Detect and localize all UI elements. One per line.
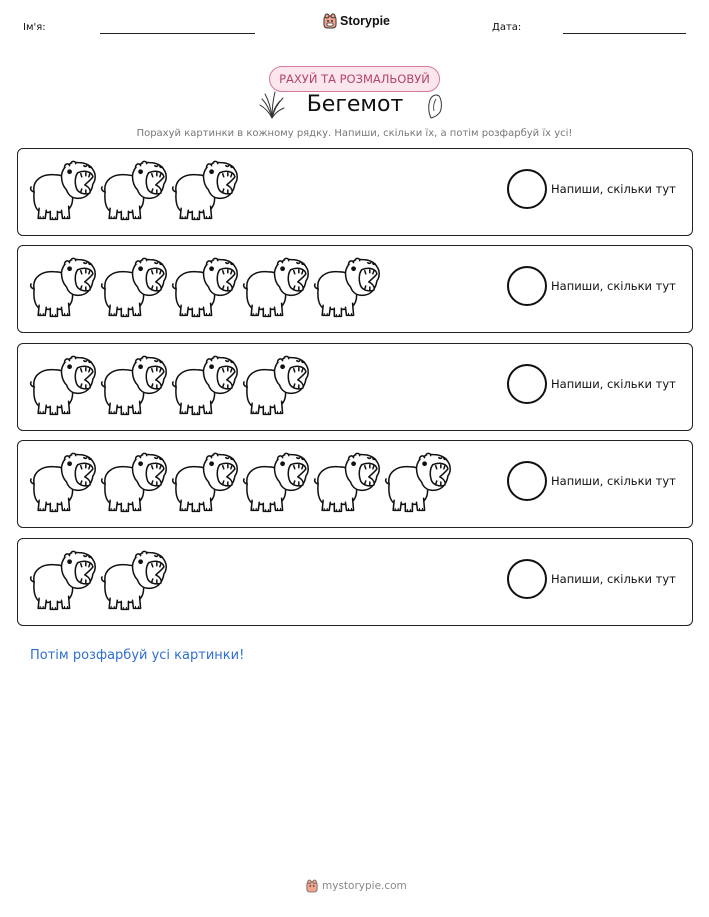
counting-row-5	[17, 538, 693, 626]
counting-row-4	[17, 440, 693, 528]
date-field[interactable]	[563, 33, 686, 34]
name-label: Ім'я:	[23, 22, 46, 33]
hippo-icon[interactable]	[241, 447, 312, 517]
answer-prompt: Напиши, скільки тут	[551, 474, 676, 488]
counting-row-3	[17, 343, 693, 431]
hippo-group	[28, 350, 312, 420]
hippo-icon[interactable]	[312, 252, 383, 322]
answer-prompt: Напиши, скільки тут	[551, 279, 676, 293]
hippo-icon[interactable]	[170, 350, 241, 420]
answer-circle[interactable]	[507, 461, 547, 501]
hippo-group	[28, 545, 170, 615]
hippo-group	[28, 155, 241, 225]
hippo-icon[interactable]	[99, 350, 170, 420]
hippo-icon[interactable]	[383, 447, 454, 517]
brand-name: Storypie	[340, 14, 391, 28]
answer-prompt: Напиши, скільки тут	[551, 572, 676, 586]
answer-circle[interactable]	[507, 559, 547, 599]
grass-icon	[259, 91, 285, 119]
hippo-icon[interactable]	[99, 447, 170, 517]
answer-circle[interactable]	[507, 266, 547, 306]
hippo-icon[interactable]	[312, 447, 383, 517]
hippo-icon[interactable]	[28, 252, 99, 322]
name-field[interactable]	[100, 33, 255, 34]
hippo-icon[interactable]	[241, 252, 312, 322]
hippo-icon[interactable]	[28, 447, 99, 517]
answer-circle[interactable]	[507, 364, 547, 404]
activity-pill: РАХУЙ ТА РОЗМАЛЬОВУЙ	[269, 66, 440, 92]
counting-row-2	[17, 245, 693, 333]
hippo-group	[28, 252, 383, 322]
instructions-text: Порахуй картинки в кожному рядку. Напиши, скільки їх, а потім розфарбуй їх усі!	[136, 128, 573, 139]
footer-brand	[306, 879, 407, 893]
hippo-icon[interactable]	[170, 252, 241, 322]
hippo-icon[interactable]	[99, 155, 170, 225]
answer-prompt: Напиши, скільки тут	[551, 182, 676, 196]
answer-circle[interactable]	[507, 169, 547, 209]
date-label: Дата:	[492, 22, 522, 33]
hippo-icon[interactable]	[170, 447, 241, 517]
footer-url: mystorypie.com	[322, 880, 407, 892]
storypie-logo-icon	[306, 879, 318, 893]
hippo-icon[interactable]	[99, 252, 170, 322]
storypie-logo-icon	[323, 13, 337, 29]
hippo-group	[28, 447, 454, 517]
page-title: Бегемот	[306, 92, 404, 117]
hippo-icon[interactable]	[241, 350, 312, 420]
hippo-icon[interactable]	[28, 545, 99, 615]
hippo-icon[interactable]	[28, 350, 99, 420]
answer-prompt: Напиши, скільки тут	[551, 377, 676, 391]
tooth-icon	[426, 93, 444, 119]
counting-row-1	[17, 148, 693, 236]
brand-logo	[323, 13, 390, 29]
hippo-icon[interactable]	[28, 155, 99, 225]
coloring-note: Потім розфарбуй усі картинки!	[30, 648, 245, 663]
hippo-icon[interactable]	[99, 545, 170, 615]
hippo-icon[interactable]	[170, 155, 241, 225]
